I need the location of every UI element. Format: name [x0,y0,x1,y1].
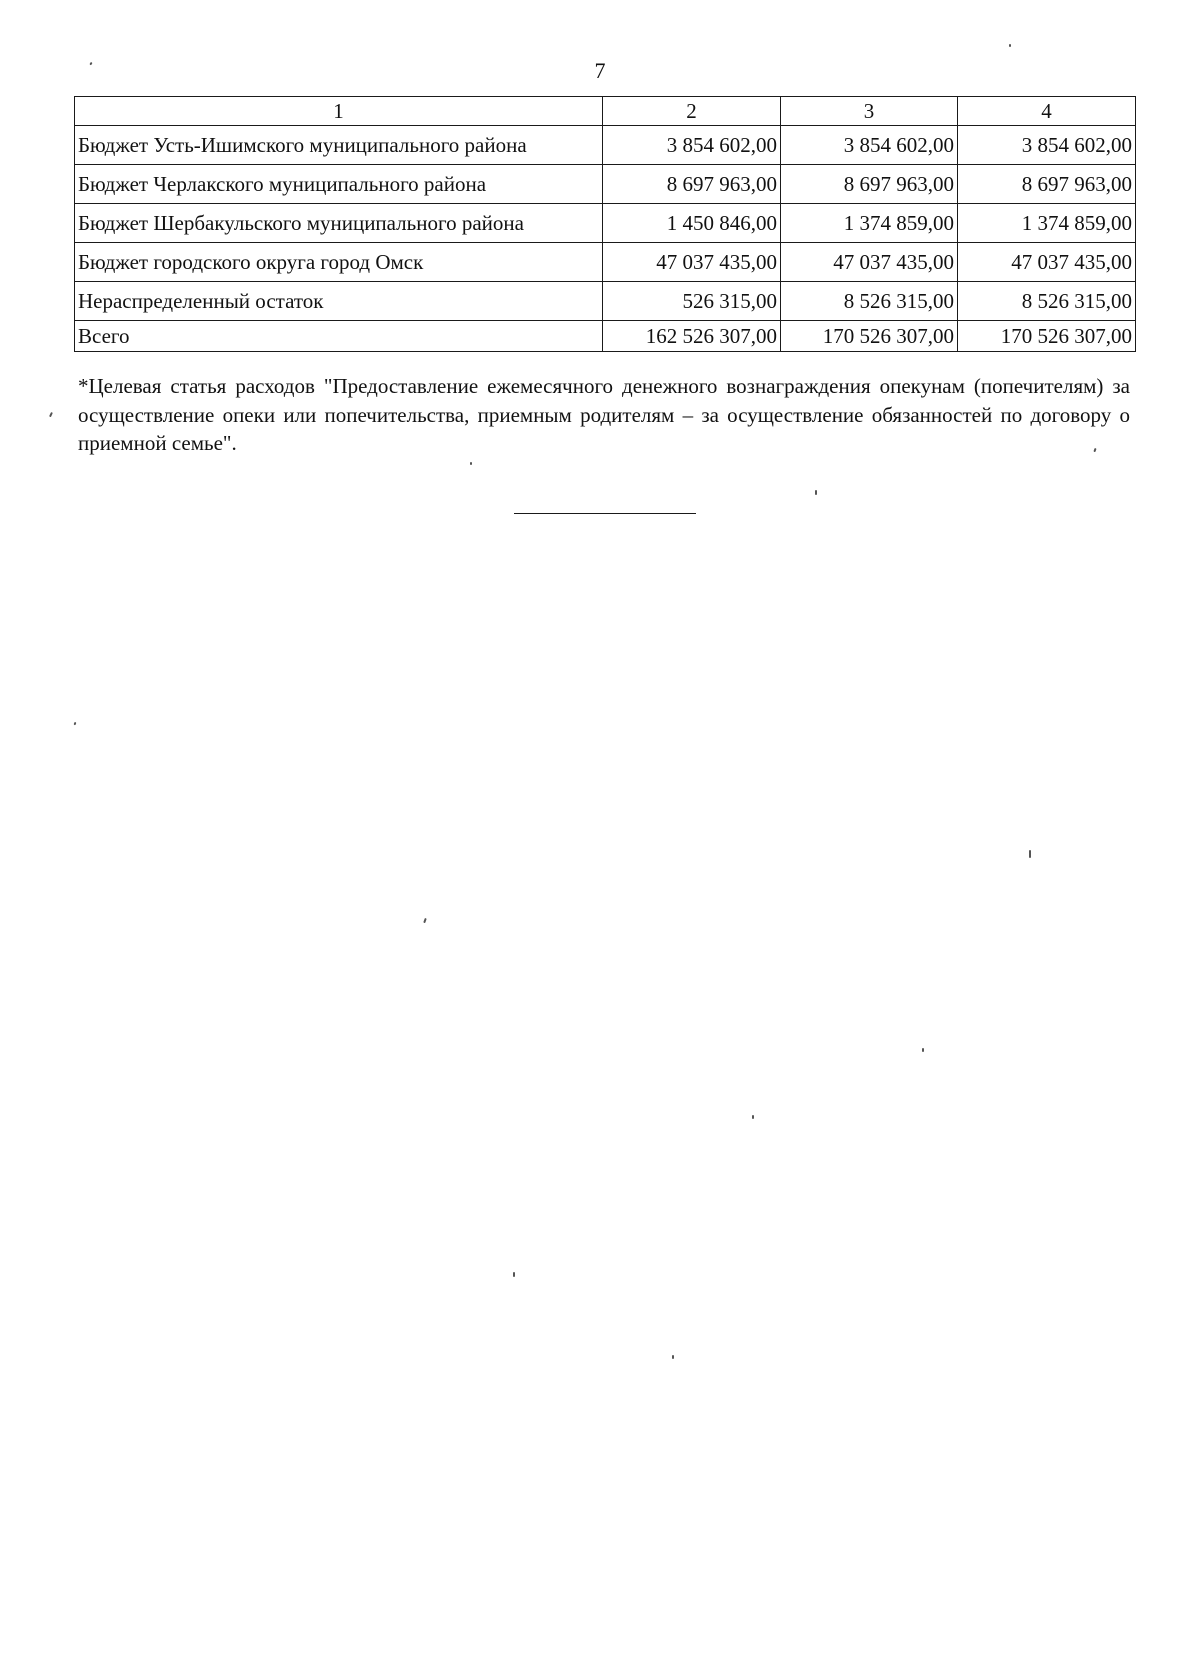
table-header-cell: 3 [781,97,958,126]
table-header-cell: 4 [958,97,1136,126]
scan-speck [1009,44,1011,47]
value-cell: 8 697 963,00 [603,165,781,204]
value-cell: 526 315,00 [603,282,781,321]
value-cell: 47 037 435,00 [958,243,1136,282]
row-name-cell: Бюджет Шербакульского муниципального района [75,204,603,243]
table-row [75,126,1136,165]
value-cell: 8 526 315,00 [958,282,1136,321]
scan-speck [815,490,817,495]
value-cell: 170 526 307,00 [781,321,958,352]
value-cell: 8 526 315,00 [781,282,958,321]
row-name-cell: Всего [75,321,603,352]
budget-table [74,96,1136,352]
value-cell: 47 037 435,00 [603,243,781,282]
table-row [75,282,1136,321]
value-cell: 1 374 859,00 [958,204,1136,243]
value-cell: 3 854 602,00 [603,126,781,165]
scan-speck [1029,850,1031,858]
value-cell: 47 037 435,00 [781,243,958,282]
value-cell: 3 854 602,00 [958,126,1136,165]
footnote: *Целевая статья расходов "Предоставление ежемесячного денежного вознаграждения опекунам (попечителям) за осуществление опеки или попечительства, приемным родителям – за осуществление обязанностей по договору о приемной семье". [78,374,1130,455]
row-name-cell: Бюджет Усть-Ишимского муниципального района [75,126,603,165]
value-cell: 8 697 963,00 [781,165,958,204]
scan-speck [752,1115,754,1119]
value-cell: 1 374 859,00 [781,204,958,243]
end-separator-line [514,513,696,514]
table-header-cell: 2 [603,97,781,126]
table-row [75,204,1136,243]
table-header-row [75,97,1136,126]
table-total-row [75,321,1136,352]
value-cell: 3 854 602,00 [781,126,958,165]
row-name-cell: Нераспределенный остаток [75,282,603,321]
scan-speck [74,722,76,725]
row-name-cell: Бюджет Черлакского муниципального района [75,165,603,204]
value-cell: 1 450 846,00 [603,204,781,243]
scan-speck [672,1355,674,1359]
value-cell: 8 697 963,00 [958,165,1136,204]
scan-speck [470,462,472,465]
value-cell: 162 526 307,00 [603,321,781,352]
scan-speck [49,412,52,417]
scan-speck [922,1048,924,1052]
table-row [75,165,1136,204]
value-cell: 170 526 307,00 [958,321,1136,352]
page-number: 7 [594,58,606,83]
scan-speck [513,1272,515,1277]
scan-speck [423,918,426,923]
row-name-cell: Бюджет городского округа город Омск [75,243,603,282]
table-header-cell: 1 [75,97,603,126]
table-row [75,243,1136,282]
